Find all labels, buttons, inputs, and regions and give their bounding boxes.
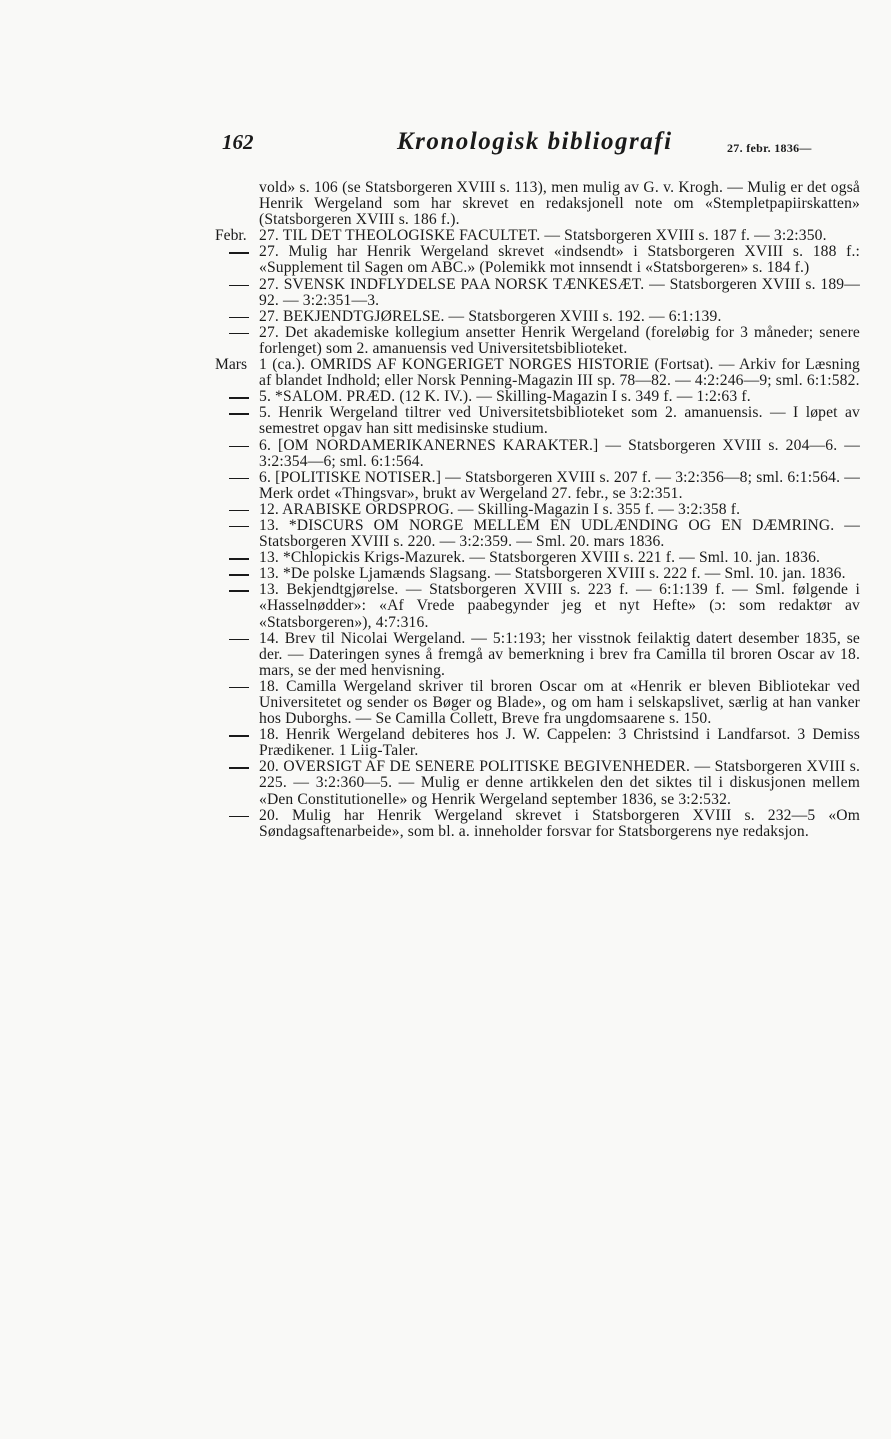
bibliography-entry [215,502,860,518]
entry-text: 27. Mulig har Henrik Wergeland skrevet «indsendt» i Statsborgeren XVIII s. 188 f.: «Supplement til Sagen om ABC.» (Polemikk mot innsendt i «Statsborgeren» s. 184 f.) [259,243,860,277]
entry-text: 13. *De polske Ljamænds Slagsang. — Statsborgeren XVIII s. 222 f. — Sml. 10. jan. 1836. [259,565,846,583]
bibliography-entry [215,550,860,566]
entry-month-marker [215,502,259,518]
entry-month-marker [215,808,259,824]
entry-text: 6. [OM NORDAMERIKANERNES KARAKTER.] — Statsborgeren XVIII s. 204—6. — 3:2:354—6; sml. 6:1:564. [259,436,860,470]
bibliography-body [215,180,860,840]
running-title: Kronologisk bibliografi [397,128,673,155]
entry-month-marker [215,631,259,647]
bibliography-entry [215,389,860,405]
bibliography-entry [215,405,860,437]
entry-month-marker [215,550,259,566]
entry-month-marker [215,389,259,405]
entry-text: 12. ARABISKE ORDSPROG. — Skilling-Magazin I s. 355 f. — 3:2:358 f. [259,500,741,518]
entry-text: vold» s. 106 (se Statsborgeren XVIII s. 113), men mulig av G. v. Krogh. — Mulig er det også Henrik Wergeland som har skrevet en redaksjonell note om «Stempletpapiirskatten» (Statsborgeren XVIII s. 186 f.). [259,179,860,229]
entry-month-marker [215,582,259,598]
bibliography-entry [215,566,860,582]
entry-text: 27. Det akademiske kollegium ansetter Henrik Wergeland (foreløbig for 3 måneder; senere forlenget) som 2. amanuensis ved Universitetsbiblioteket. [259,323,860,357]
entry-month-marker [215,309,259,325]
bibliography-entry [215,180,860,228]
bibliography-entry [215,325,860,357]
bibliography-entry [215,679,860,727]
page-number: 162 [222,130,254,154]
bibliography-entry [215,470,860,502]
bibliography-entry [215,357,860,389]
entry-text: 20. OVERSIGT AF DE SENERE POLITISKE BEGIVENHEDER. — Statsborgeren XVIII s. 225. — 3:2:360—5. — Mulig er denne artikkelen den det siktes til i diskusjonen mellem «Den Constitutionelle» og Henrik Wergeland september 1836, se 3:2:532. [259,758,860,808]
entry-month-marker: Mars [215,356,248,374]
entry-text: 14. Brev til Nicolai Wergeland. — 5:1:193; her visstnok feilaktig datert desember 1835, se der. — Dateringen synes å fremgå av bemerkning i brev fra Camilla til broren Oscar av 18. mars, se der med henvisning. [259,629,860,679]
bibliography-entry [215,309,860,325]
entry-text: 20. Mulig har Henrik Wergeland skrevet i Statsborgeren XVIII s. 232—5 «Om Søndagsaftenarbeide», som bl. a. inneholder forsvar for Statsborgerens nye redaksjon. [259,806,860,840]
entry-text: 18. Henrik Wergeland debiteres hos J. W. Cappelen: 3 Christsind i Landfarsot. 3 Demiss Prædikener. 1 Liig-Taler. [259,726,860,760]
bibliography-entry [215,631,860,679]
entry-month-marker [215,325,259,341]
bibliography-entry [215,808,860,840]
bibliography-entry [215,244,860,276]
entry-month-marker: Febr. [215,227,247,245]
entry-text: 27. SVENSK INDFLYDELSE PAA NORSK TÆNKESÆT. — Statsborgeren XVIII s. 189—92. — 3:2:351—3. [259,275,860,309]
bibliography-entry [215,582,860,630]
bibliography-entry [215,518,860,550]
entry-month-marker [215,679,259,695]
bibliography-entry [215,438,860,470]
bibliography-entry [215,759,860,807]
entry-text: 13. *DISCURS OM NORGE MELLEM EN UDLÆNDING OG EN DÆMRING. — Statsborgeren XVIII s. 220. — 3:2:359. — Sml. 20. mars 1836. [259,516,860,551]
entry-month-marker [215,727,259,743]
entry-text: 27. BEKJENDTGJØRELSE. — Statsborgeren XVIII s. 192. — 6:1:139. [259,307,722,325]
entry-month-marker [215,470,259,486]
entry-month-marker [215,759,259,775]
entry-text: 6. [POLITISKE NOTISER.] — Statsborgeren XVIII s. 207 f. — 3:2:356—8; sml. 6:1:564. — Merk ordet «Thingsvar», brukt av Wergeland 27. febr., se 3:2:351. [259,468,860,502]
entry-text: 18. Camilla Wergeland skriver til broren Oscar om at «Henrik er bleven Bibliotekar ved Universitetet og sender os Bøger og Blade», og om ham i selskapslivet, særlig at han vanker hos Duborghs. — Se Camilla Collett, Breve fra ungdomsaarene s. 150. [259,677,860,728]
bibliography-entry [215,228,860,244]
bibliography-entry [215,277,860,309]
entry-text: 5. Henrik Wergeland tiltrer ved Universitetsbiblioteket som 2. amanuensis. — I løpet av semestret opgav han sitt medisinske studium. [259,404,860,438]
entry-month-marker [215,438,259,454]
entry-month-marker [215,518,259,534]
entry-month-marker [215,405,259,421]
entry-text: 27. TIL DET THEOLOGISKE FACULTET. — Statsborgeren XVIII s. 187 f. — 3:2:350. [259,227,827,245]
entry-text: 13. *Chlopickis Krigs-Mazurek. — Statsborgeren XVIII s. 221 f. — Sml. 10. jan. 1836. [259,549,821,567]
entry-text: 13. Bekjendtgjørelse. — Statsborgeren XVIII s. 223 f. — 6:1:139 f. — Sml. følgende i «Hasselnødder»: «Af Vrede paabegynder jeg et nyt Hefte» (ɔ: som redaktør av «Statsborgeren»), 4:7:316. [259,581,860,631]
bibliography-entry [215,727,860,759]
entry-month-marker [215,566,259,582]
running-date-range: 27. febr. 1836— [727,141,812,155]
entry-text: 1 (ca.). OMRIDS AF KONGERIGET NORGES HISTORIE (Fortsat). — Arkiv for Læsning af blandet Indhold; eller Norsk Penning-Magazin III sp. 78—82. — 4:2:246—9; sml. 6:1:582. [259,356,860,390]
entry-month-marker [215,244,259,260]
entry-month-marker [215,277,259,293]
running-header [222,124,862,164]
entry-text: 5. *SALOM. PRÆD. (12 K. IV.). — Skilling-Magazin I s. 349 f. — 1:2:63 f. [259,388,751,406]
